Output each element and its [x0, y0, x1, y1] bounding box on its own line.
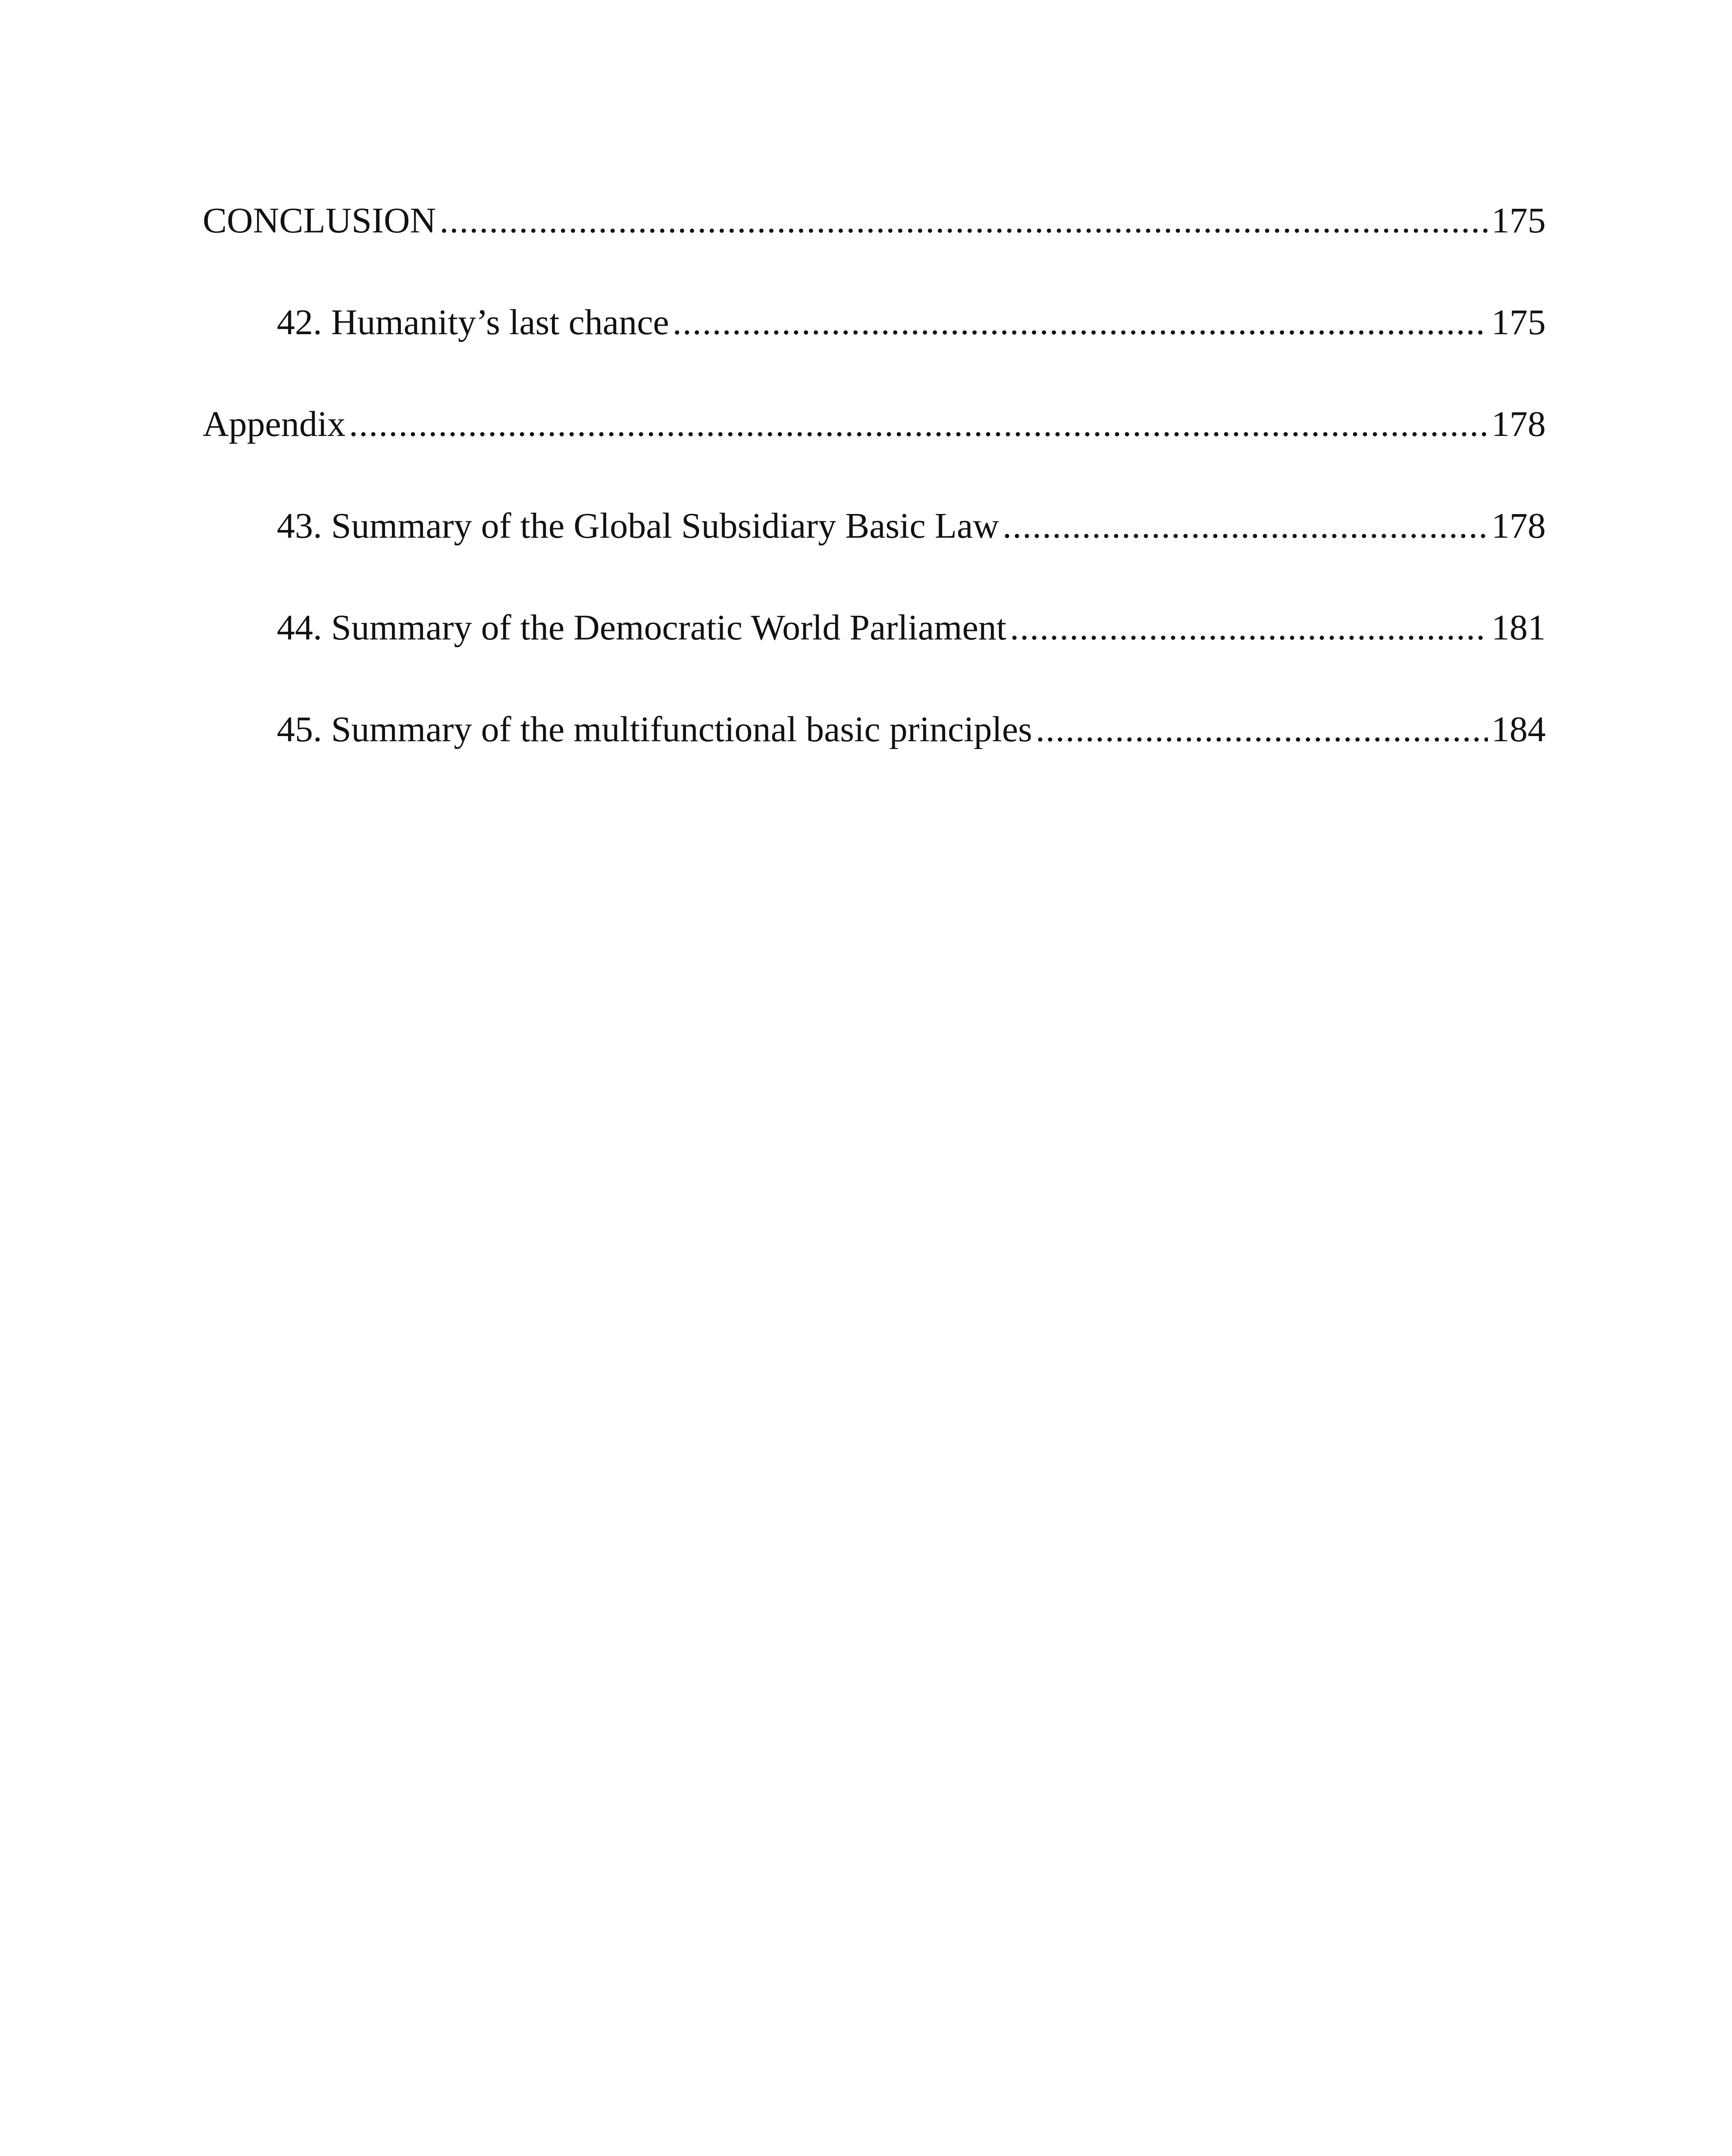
toc-entry-43[interactable] [203, 508, 1546, 610]
toc-entry-42[interactable] [203, 304, 1546, 406]
toc-entry-page-number: 175 [1491, 302, 1546, 342]
toc-entry-title: 44. Summary of the Democratic World Parliament [277, 608, 1007, 648]
dot-leader [673, 304, 1488, 341]
dot-leader [1036, 711, 1488, 748]
toc-entry-appendix[interactable] [203, 406, 1546, 508]
toc-entry-page-number: 178 [1491, 506, 1546, 546]
dot-leader [439, 203, 1488, 239]
toc-entry-page-number: 181 [1491, 608, 1546, 648]
toc-entry-44[interactable] [203, 610, 1546, 711]
toc-entry-page-number: 175 [1491, 201, 1546, 241]
dot-leader [349, 406, 1488, 442]
toc-entry-title: 42. Humanity’s last chance [277, 302, 669, 342]
dot-leader [1010, 610, 1488, 646]
toc-entry-page-number: 184 [1491, 709, 1546, 749]
toc-entry-title: 43. Summary of the Global Subsidiary Basic Law [277, 506, 999, 546]
toc-entry-title: Appendix [203, 404, 346, 444]
toc-entry-title: 45. Summary of the multifunctional basic principles [277, 709, 1032, 749]
dot-leader [1002, 508, 1488, 544]
table-of-contents [203, 203, 1546, 813]
toc-entry-45[interactable] [203, 711, 1546, 813]
toc-entry-title: CONCLUSION [203, 201, 436, 241]
toc-entry-page-number: 178 [1491, 404, 1546, 444]
toc-entry-conclusion[interactable] [203, 203, 1546, 304]
